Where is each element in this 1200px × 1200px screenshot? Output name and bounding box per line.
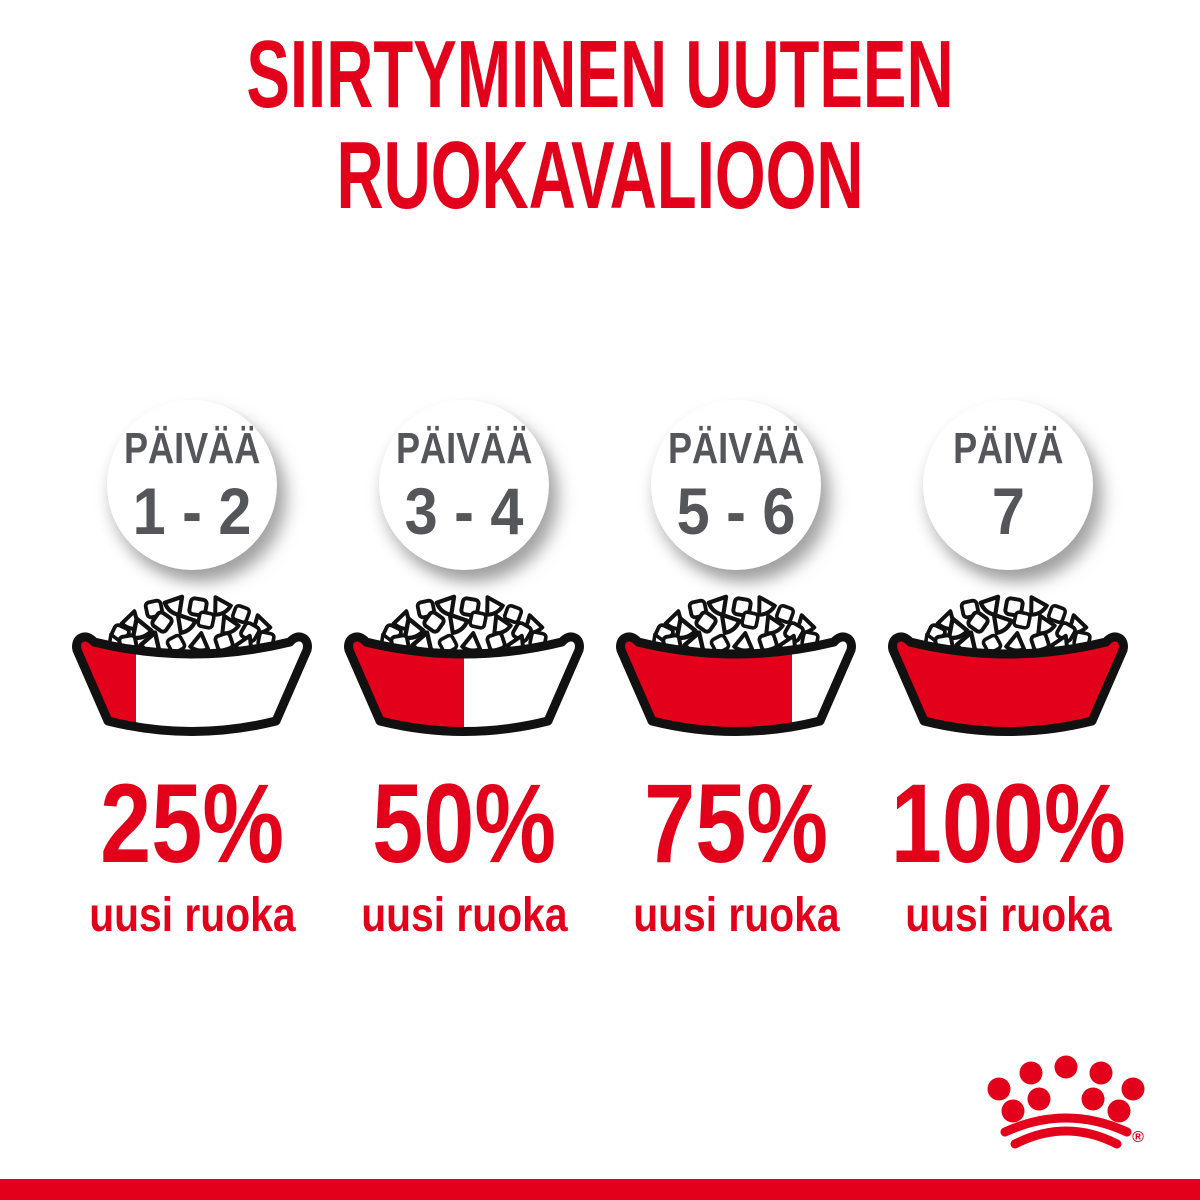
brand-red-bar xyxy=(0,1179,1200,1200)
day-range: 5 - 6 xyxy=(676,474,796,549)
day-label: PÄIVÄ xyxy=(952,423,1064,473)
percent-new-food: 50% xyxy=(372,761,556,886)
food-bowl-icon xyxy=(614,592,858,742)
day-label: PÄIVÄÄ xyxy=(123,423,261,473)
food-bowl-icon xyxy=(70,592,314,742)
day-range: 3 - 4 xyxy=(404,474,524,549)
column-days-1-2 xyxy=(56,400,328,940)
page-title-line-2: RUOKAVALIOON xyxy=(336,122,864,229)
day-range: 7 xyxy=(991,474,1025,549)
column-days-5-6 xyxy=(600,400,872,940)
transition-columns xyxy=(56,400,1144,940)
food-bowl-icon xyxy=(342,592,586,742)
food-bowl-icon xyxy=(886,592,1130,742)
percent-new-food: 100% xyxy=(890,761,1126,886)
caption-new-food: uusi ruoka xyxy=(632,889,840,942)
registered-trademark-symbol: ® xyxy=(1132,1129,1144,1146)
day-label: PÄIVÄÄ xyxy=(667,423,805,473)
page-title xyxy=(0,21,1200,229)
royal-canin-crown-logo-icon xyxy=(985,1052,1150,1157)
page-title-line-1: SIIRTYMINEN UUTEEN xyxy=(246,21,954,128)
day-circle xyxy=(107,400,277,570)
day-circle xyxy=(923,400,1093,570)
day-range: 1 - 2 xyxy=(132,474,252,549)
day-circle xyxy=(379,400,549,570)
percent-new-food: 75% xyxy=(644,761,828,886)
column-day-7 xyxy=(872,400,1144,940)
caption-new-food: uusi ruoka xyxy=(88,889,296,942)
column-days-3-4 xyxy=(328,400,600,940)
percent-new-food: 25% xyxy=(100,761,284,886)
caption-new-food: uusi ruoka xyxy=(904,889,1112,942)
caption-new-food: uusi ruoka xyxy=(360,889,568,942)
day-circle xyxy=(651,400,821,570)
day-label: PÄIVÄÄ xyxy=(395,423,533,473)
